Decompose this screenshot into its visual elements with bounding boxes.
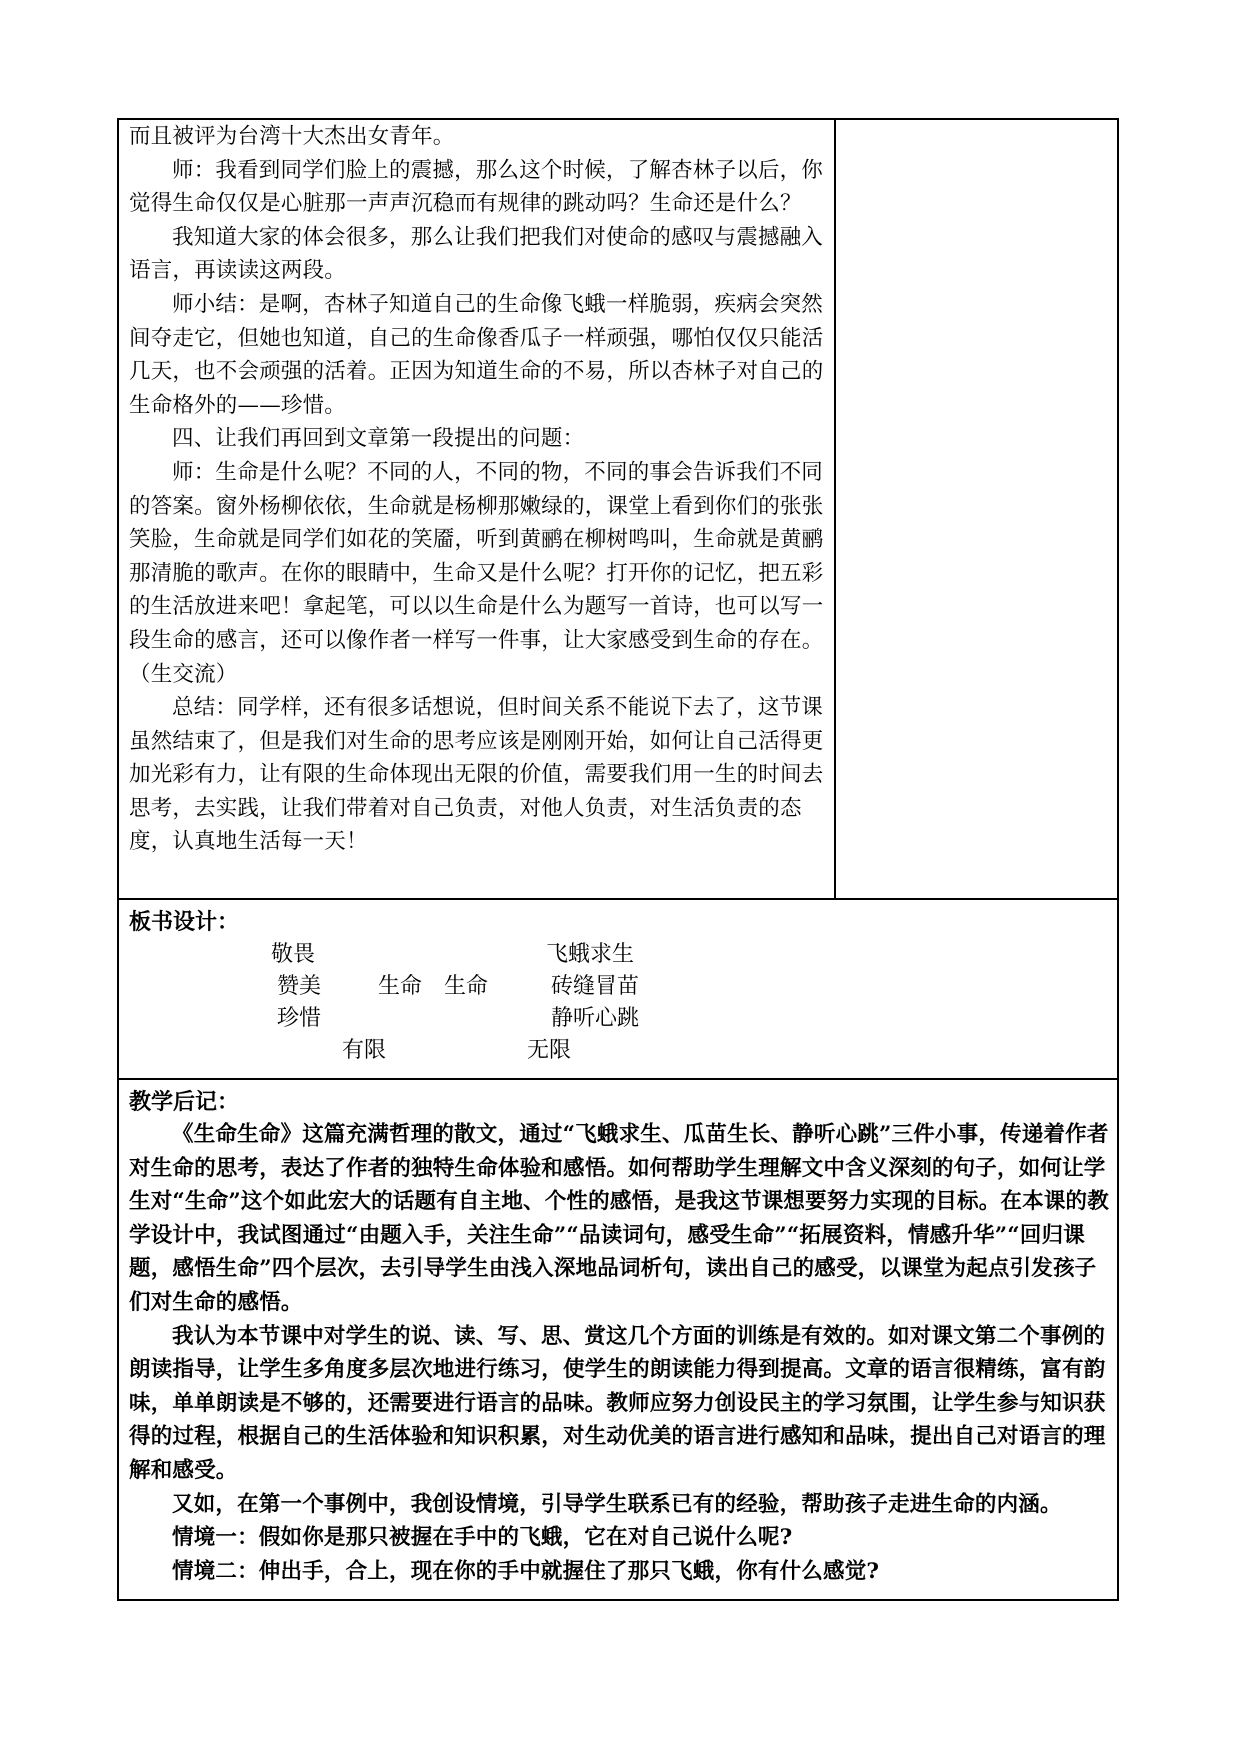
board-word-unlimited: 无限 <box>527 1038 572 1063</box>
reflection-paragraph: 《生命生命》这篇充满哲理的散文，通过“飞蛾求生、瓜苗生长、静听心跳”三件小事，传递着作者对生命的思考，表达了作者的独特生命体验和感悟。如何帮助学生理解文中含义深刻的句子，如何让学生对“生命”这个如此宏大的话题有自主地、个性的感悟，是我这节课想要努力实现的目标。在本课的教学设计中，我试图通过“由题入手，关注生命”“品读词句，感受生命”“拓展资料，情感升华”“回归课题，感悟生命”四个层次，去引导学生由浅入深地品词析句，读出自己的感受，以课堂为起点引发孩子们对生命的感悟。 <box>129 1122 1109 1315</box>
lesson-paragraph: 师小结：是啊，杏林子知道自己的生命像飞蛾一样脆弱，疾病会突然间夺走它，但她也知道，自己的生命像香瓜子一样顽强，哪怕仅仅只能活几天，也不会顽强的活着。正因为知道生命的不易，所以杏林子对自己的生命格外的——珍惜。 <box>129 291 824 418</box>
reflection-paragraph: 我认为本节课中对学生的说、读、写、思、赏这几个方面的训练是有效的。如对课文第二个事例的朗读指导，让学生多角度多层次地进行练习，使学生的朗读能力得到提高。文章的语言很精练，富有韵味，单单朗读是不够的，还需要进行语言的品味。教师应努力创设民主的学习氛围，让学生参与知识获得的过程，根据自己的生活体验和知识积累，对生动优美的语言进行感知和品味，提出自己对语言的理解和感受。 <box>129 1323 1106 1483</box>
reflection-cell <box>129 1086 1114 1588</box>
board-word-sprout: 砖缝冒苗 <box>551 974 640 999</box>
row-divider-board <box>117 898 1119 900</box>
board-word-cherish: 珍惜 <box>277 1006 322 1031</box>
board-design-heading: 板书设计： <box>129 909 240 935</box>
row-divider-reflection <box>117 1078 1119 1080</box>
reflection-paragraph: 情境二：伸出手，合上，现在你的手中就握住了那只飞蛾，你有什么感觉? <box>172 1558 880 1584</box>
board-word-praise: 赞美 <box>277 974 322 999</box>
reflection-paragraph: 情境一：假如你是那只被握在手中的飞蛾，它在对自己说什么呢? <box>172 1525 793 1551</box>
lesson-paragraph: 师：生命是什么呢？不同的人，不同的物，不同的事会告诉我们不同的答案。窗外杨柳依依，生命就是杨柳那嫩绿的，课堂上看到你们的张张笑脸，生命就是同学们如花的笑靥，听到黄鹂在柳树鸣叫，生命就是黄鹂那清脆的歌声。在你的眼睛中，生命又是什么呢？打开你的记忆，把五彩的生活放进来吧！拿起笔，可以以生命是什么为题写一首诗，也可以写一段生命的感言，还可以像作者一样写一件事，让大家感受到生命的存在。（生交流） <box>129 459 824 687</box>
table-border-right <box>1117 118 1119 1600</box>
lesson-paragraph: 四、让我们再回到文章第一段提出的问题： <box>172 426 585 452</box>
board-word-life-2: 生命 <box>444 974 489 999</box>
board-word-life-1: 生命 <box>378 974 423 999</box>
lesson-paragraph: 而且被评为台湾十大杰出女青年。 <box>129 124 455 149</box>
lesson-paragraph: 总结：同学样，还有很多话想说，但时间关系不能说下去了，这节课虽然结束了，但是我们对生命的思考应该是刚刚开始，如何让自己活得更加光彩有力，让有限的生命体现出无限的价值，需要我们用一生的时间去思考，去实践，让我们带着对自己负责，对他人负责，对生活负责的态度，认真地生活每一天！ <box>129 695 824 855</box>
lesson-paragraph: 师：我看到同学们脸上的震撼，那么这个时候，了解杏林子以后，你觉得生命仅仅是心脏那一声声沉稳而有规律的跳动吗？生命还是什么？ <box>129 157 824 217</box>
reflection-heading: 教学后记： <box>129 1089 240 1115</box>
board-word-awe: 敬畏 <box>271 942 316 967</box>
board-word-heartbeat: 静听心跳 <box>551 1006 640 1031</box>
table-border-left <box>117 118 119 1600</box>
lesson-paragraph: 我知道大家的体会很多，那么让我们把我们对使命的感叹与震撼融入语言，再读读这两段。 <box>129 224 824 284</box>
notes-cell <box>836 120 1116 897</box>
table-border-bottom <box>117 1599 1119 1601</box>
lesson-content-cell <box>129 120 829 859</box>
board-word-limited: 有限 <box>342 1038 387 1063</box>
reflection-paragraph: 又如，在第一个事例中，我创设情境，引导学生联系已有的经验，帮助孩子走进生命的内涵。 <box>172 1491 1062 1517</box>
board-word-moth: 飞蛾求生 <box>546 942 635 967</box>
